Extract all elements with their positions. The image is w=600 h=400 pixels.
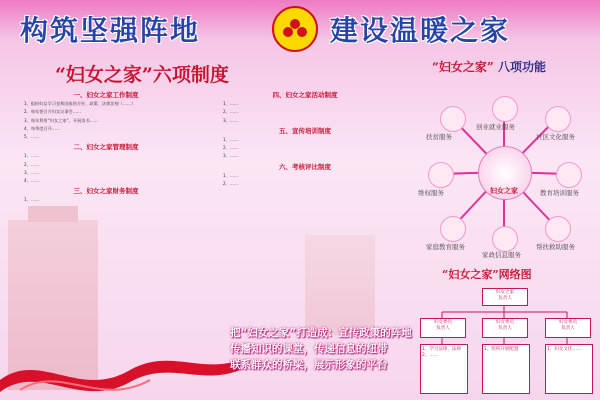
section-paragraph: 3、…… bbox=[24, 169, 40, 175]
section-paragraph: 3、…… bbox=[223, 153, 239, 159]
section-paragraph: 2、…… bbox=[223, 145, 239, 151]
function-label: 教育培训服务 bbox=[540, 189, 579, 197]
slogan-line: 传播知识的课堂，传递信息的纽带 bbox=[230, 343, 388, 355]
function-label: 维权服务 bbox=[418, 189, 444, 197]
section-paragraph: 4、…… bbox=[24, 178, 40, 184]
section-paragraph: 1、…… bbox=[223, 172, 239, 178]
family-education-icon bbox=[440, 216, 466, 242]
section-paragraph: 2、…… bbox=[223, 109, 239, 115]
network-mid-box bbox=[482, 318, 528, 338]
functions-diagram bbox=[412, 78, 597, 258]
regulations-column-right bbox=[215, 88, 395, 189]
header-left-title: 构筑坚强阵地 bbox=[20, 14, 201, 47]
network-bottom-box: 1、妇女文化…… bbox=[545, 344, 593, 394]
section-paragraph: 1、…… bbox=[223, 101, 239, 107]
section-paragraph: 3、…… bbox=[223, 117, 239, 123]
function-label: 扶贫服务 bbox=[426, 133, 452, 141]
network-top-label: 妇女之家 bbox=[496, 290, 514, 295]
function-label: 社区文化服务 bbox=[536, 133, 575, 141]
section-paragraph: 1、…… bbox=[24, 153, 40, 159]
section-paragraph: 3、每年利用“妇女之家”，开展读书…… bbox=[24, 117, 99, 123]
section-paragraph: 2、…… bbox=[24, 161, 40, 167]
training-icon bbox=[556, 162, 582, 188]
network-mid-label: 妇女委员 bbox=[496, 320, 514, 325]
functions-title-rest: 八项功能 bbox=[498, 60, 547, 74]
network-mid-label: 妇女委员 bbox=[559, 320, 577, 325]
section-paragraph: 2、每年要召开妇女议事会…… bbox=[24, 109, 82, 115]
function-label: 家政信息服务 bbox=[482, 251, 521, 259]
slogan-line: 把“妇女之家”打造成：宣传政策的阵地 bbox=[230, 327, 412, 339]
network-mid-box bbox=[545, 318, 591, 338]
network-mid-sub: 负责人 bbox=[561, 326, 575, 331]
red-ribbon-decoration bbox=[0, 330, 240, 400]
section-paragraph: 2、…… bbox=[223, 181, 239, 187]
section-title: 二、妇女之家管理制度 bbox=[73, 143, 139, 152]
regulations-title: “妇女之家”六项制度 bbox=[55, 64, 229, 86]
section-title: 一、妇女之家工作制度 bbox=[73, 91, 139, 99]
function-label: 帮扶救助服务 bbox=[536, 243, 575, 251]
functions-title bbox=[432, 58, 546, 75]
section-title: 六、考核评比制度 bbox=[279, 162, 331, 171]
network-mid-box bbox=[420, 318, 466, 338]
employment-icon bbox=[492, 96, 518, 122]
section-paragraph: 1、组织妇女学习党和国家的方针、政策、法律法规（……） bbox=[24, 101, 136, 107]
function-label: 家庭教育服务 bbox=[426, 243, 465, 251]
functions-title-quote: “妇女之家” bbox=[432, 60, 494, 74]
assistance-icon bbox=[545, 216, 571, 242]
header-banner bbox=[0, 0, 600, 52]
section-title: 五、宣传培训制度 bbox=[279, 126, 331, 135]
network-title: “妇女之家”网络图 bbox=[442, 268, 532, 281]
section-paragraph: 4、每季度召开…… bbox=[24, 125, 61, 131]
section-title: 四、妇女之家活动制度 bbox=[272, 91, 338, 99]
section-title: 三、妇女之家财务制度 bbox=[73, 187, 139, 196]
network-bottom-box: 1、学习法律、法规 2、…… bbox=[420, 344, 468, 394]
culture-icon bbox=[545, 106, 571, 132]
network-mid-sub: 负责人 bbox=[498, 326, 512, 331]
network-bottom-box: 1、组织开展配置 bbox=[482, 344, 530, 394]
section-paragraph: 1、…… bbox=[24, 197, 40, 203]
housekeeping-icon bbox=[492, 226, 518, 252]
poverty-relief-icon bbox=[440, 106, 466, 132]
rights-icon bbox=[428, 162, 454, 188]
functions-panel bbox=[412, 56, 597, 396]
regulations-column-left bbox=[16, 88, 196, 206]
network-top-sub: 负责人 bbox=[498, 296, 512, 301]
section-paragraph: 5、…… bbox=[24, 134, 40, 140]
center-label: 妇女之家 bbox=[490, 187, 518, 195]
network-mid-sub: 负责人 bbox=[436, 326, 450, 331]
network-top-box bbox=[482, 288, 528, 306]
women-federation-emblem-icon bbox=[272, 6, 318, 52]
section-paragraph: 1、…… bbox=[223, 137, 239, 143]
slogan-line: 联系群众的桥梁，展示形象的平台 bbox=[230, 359, 388, 371]
function-label: 创业就业服务 bbox=[476, 123, 515, 131]
network-mid-label: 妇女委员 bbox=[434, 320, 452, 325]
header-right-title: 建设温暖之家 bbox=[330, 14, 511, 47]
